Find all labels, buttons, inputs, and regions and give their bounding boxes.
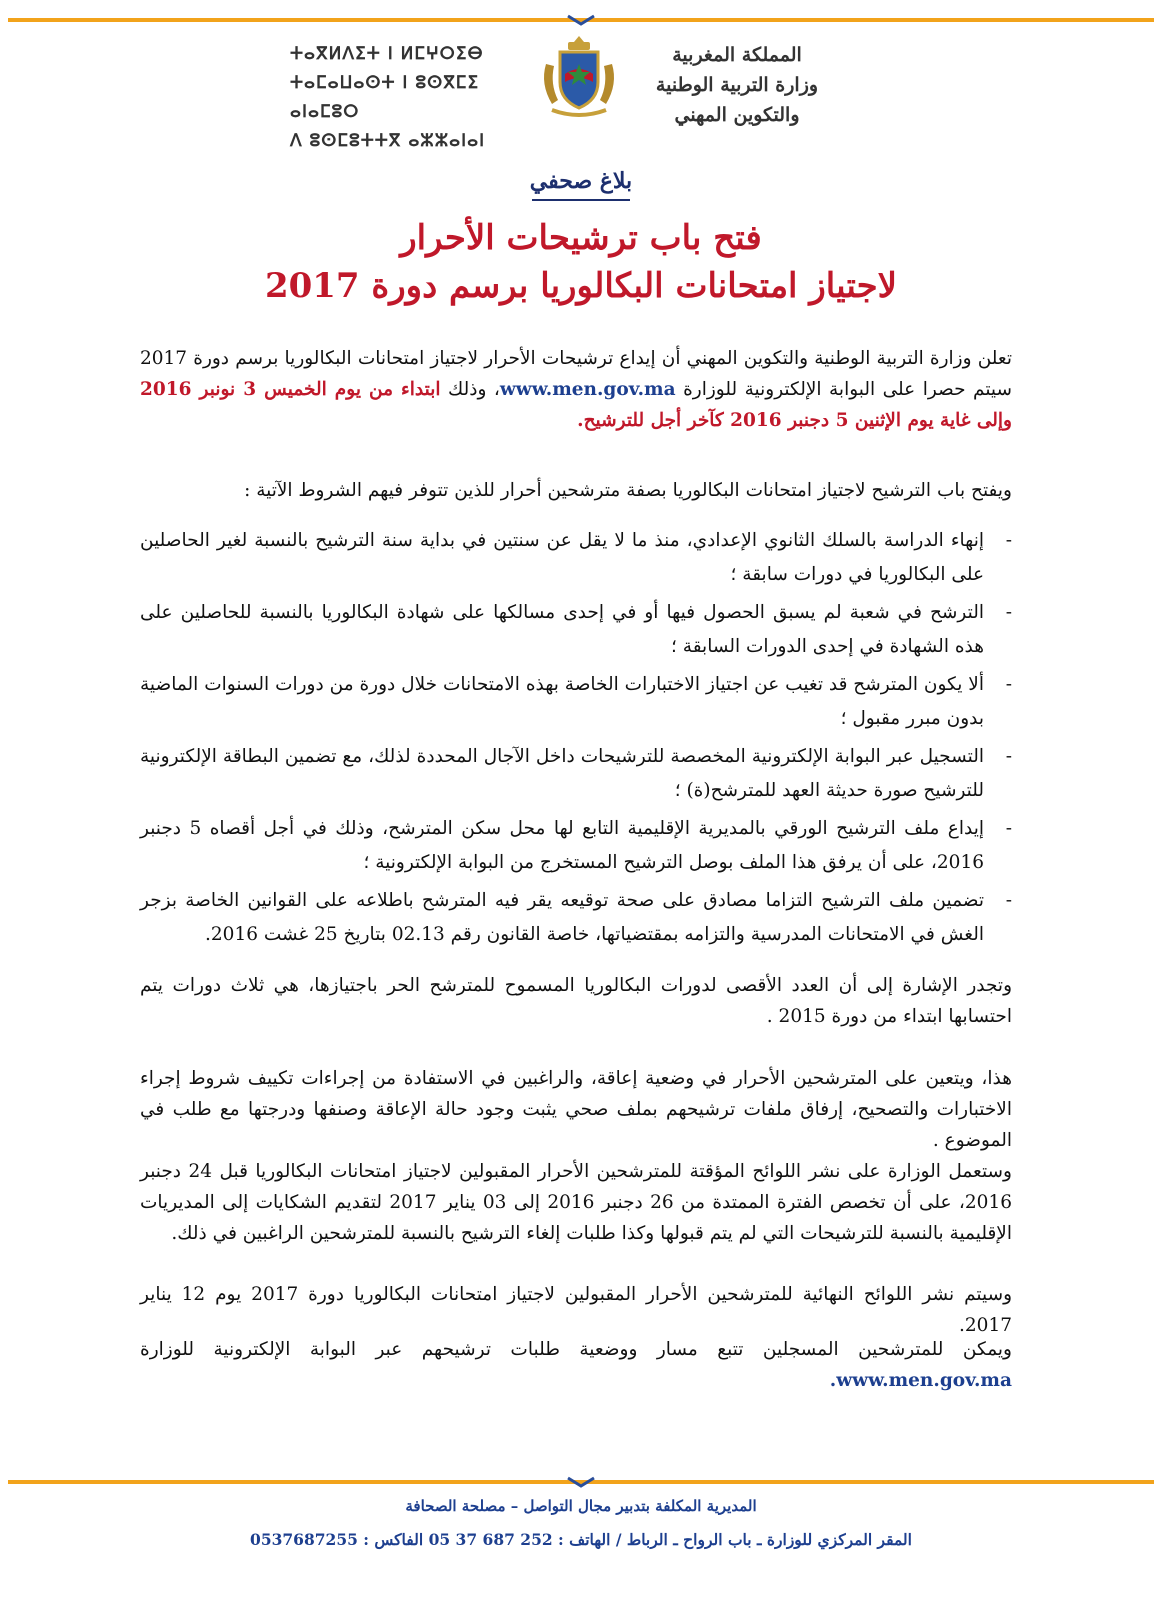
ministry-name-arabic: المملكة المغربية وزارة التربية الوطنية والتكوين المهني: [655, 44, 819, 126]
paragraph-provisional-lists: وستعمل الوزارة على نشر اللوائح المؤقتة للمترشحين الأحرار المقبولين لاجتياز امتحانات البكالوريا قبل 24 دجنبر 2016، على أن تخصص الفترة الممتدة من 26 دجنبر 2016 إلى 03 يناير 2017 لتقديم الشكايات إلى المديريات الإقليمية بالنسبة للترشيحات التي لم يتم قبولها وكذا طلبات إلغاء الترشيح بالنسبة للمترشحين الراغبين في ذلك.: [140, 1161, 1012, 1244]
ministry-website-link-2[interactable]: www.men.gov.ma.: [829, 1370, 1012, 1391]
press-release-label: بلاغ صحفي: [529, 168, 633, 194]
ministry-website-link[interactable]: www.men.gov.ma: [499, 379, 676, 400]
paragraph-final-lists: وسيتم نشر اللوائح النهائية للمترشحين الأحرار المقبولين لاجتياز امتحانات البكالوريا دورة 2017 يوم 12 يناير 2017.: [140, 1284, 1012, 1336]
ministry-name-tifinagh: ⵜⴰⴳⵍⴷⵉⵜ ⵏ ⵍⵎⵖⵔⵉⴱ ⵜⴰⵎⴰⵡⴰⵙⵜ ⵏ ⵓⵙⴳⵎⵉ ⴰⵏⴰⵎⵓⵔ ⴷ ⵓⵙⵎⵓⵜⵜⴳ ⴰⵣⵣⴰⵏⴰⵏ: [290, 44, 486, 151]
header-divider: [8, 14, 1154, 26]
footer-divider: [8, 1476, 1154, 1488]
footer-contact: المقر المركزي للوزارة ـ باب الرواح ـ الرباط / الهاتف : 252 687 37 05 الفاكس : 0537687255: [250, 1530, 912, 1549]
paragraph-conditions-intro: ويفتح باب الترشيح لاجتياز امتحانات البكالوريا بصفة مترشحين أحرار للذين تتوفر فيهم الشروط الآتية :: [244, 480, 1012, 501]
list-item: - الترشح في شعبة لم يسبق الحصول فيها أو في إحدى مسالكها على شهادة البكالوريا بالنسبة للحاصلين على هذه الشهادة في إحدى الدورات السابقة ؛: [140, 596, 1012, 664]
announcement-text-continued: ، وذلك: [440, 379, 500, 400]
tracking-text: ويمكن للمترشحين المسجلين تتبع مسار ووضعية طلبات ترشيحهم عبر البوابة الإلكترونية للوزارة: [140, 1339, 1012, 1360]
title-line-2: لاجتياز امتحانات البكالوريا برسم دورة 2017: [264, 266, 898, 306]
list-item: - تضمين ملف الترشيح التزاما مصادق على صحة توقيعه يقر فيه المترشح باطلاعه على القوانين الخاصة بزجر الغش في الامتحانات المدرسية والتزامه بمقتضياتها، خاصة القانون رقم 02.13 بتاريخ 25 غشت 2016.: [140, 884, 1012, 952]
footer-department: المديرية المكلفة بتدبير مجال التواصل – مصلحة الصحافة: [405, 1497, 757, 1515]
bullet-dash: -: [1005, 746, 1012, 767]
list-item: - إيداع ملف الترشيح الورقي بالمديرية الإقليمية التابع لها محل سكن المترشح، وذلك في أجل أقصاه 5 دجنبر 2016، على أن يرفق هذا الملف بوصل الترشيح المستخرج من البوابة الإلكترونية ؛: [140, 812, 1012, 880]
paragraph-announcement: [140, 343, 1012, 436]
registration-period: ابتداء من يوم الخميس 3 نونبر 2016 وإلى غاية يوم الإثنين 5 دجنبر 2016 كآخر أجل للترشيح.: [140, 379, 1012, 431]
list-item: - ألا يكون المترشح قد تغيب عن اجتياز الاختبارات الخاصة بهذه الامتحانات خلال دورة من دورات السنوات الماضية بدون مبرر مقبول ؛: [140, 668, 1012, 736]
bullet-dash: -: [1005, 530, 1012, 551]
bullet-dash: -: [1005, 602, 1012, 623]
list-item: - إنهاء الدراسة بالسلك الثانوي الإعدادي، منذ ما لا يقل عن سنتين في بداية سنة الترشيح بالنسبة لغير الحاصلين على البكالوريا في دورات سابقة ؛: [140, 524, 1012, 592]
conditions-list: [140, 524, 1012, 956]
paragraph-max-sessions: وتجدر الإشارة إلى أن العدد الأقصى لدورات البكالوريا المسموح للمترشح الحر باجتيازها، هي ثلاث دورات يتم احتسابها ابتداء من دورة 2015 .: [140, 975, 1012, 1027]
announcement-text: تعلن وزارة التربية الوطنية والتكوين المهني أن إيداع ترشيحات الأحرار لاجتياز امتحانات البكالوريا برسم دورة 2017 سيتم حصرا على البوابة الإلكترونية للوزارة: [140, 348, 1012, 400]
paragraph-disability: هذا، ويتعين على المترشحين الأحرار في وضعية إعاقة، والراغبين في الاستفادة من إجراءات تكييف شروط إجراء الاختبارات والتصحيح، إرفاق ملفات ترشيحهم بملف صحي يثبت وجود حالة الإعاقة وصنفها ودرجتها مع طلب في الموضوع .: [140, 1068, 1012, 1151]
moroccan-coat-of-arms-icon: [538, 34, 620, 120]
bullet-dash: -: [1005, 674, 1012, 695]
bullet-dash: -: [1005, 890, 1012, 911]
list-item: - التسجيل عبر البوابة الإلكترونية المخصصة للترشيحات داخل الآجال المحددة لذلك، مع تضمين البطاقة الإلكترونية للترشيح صورة حديثة العهد للمترشح(ة) ؛: [140, 740, 1012, 808]
paragraph-tracking: [140, 1334, 1012, 1396]
title-line-1: فتح باب ترشيحات الأحرار: [400, 218, 762, 258]
bullet-dash: -: [1005, 818, 1012, 839]
press-release-underline: [532, 199, 630, 201]
